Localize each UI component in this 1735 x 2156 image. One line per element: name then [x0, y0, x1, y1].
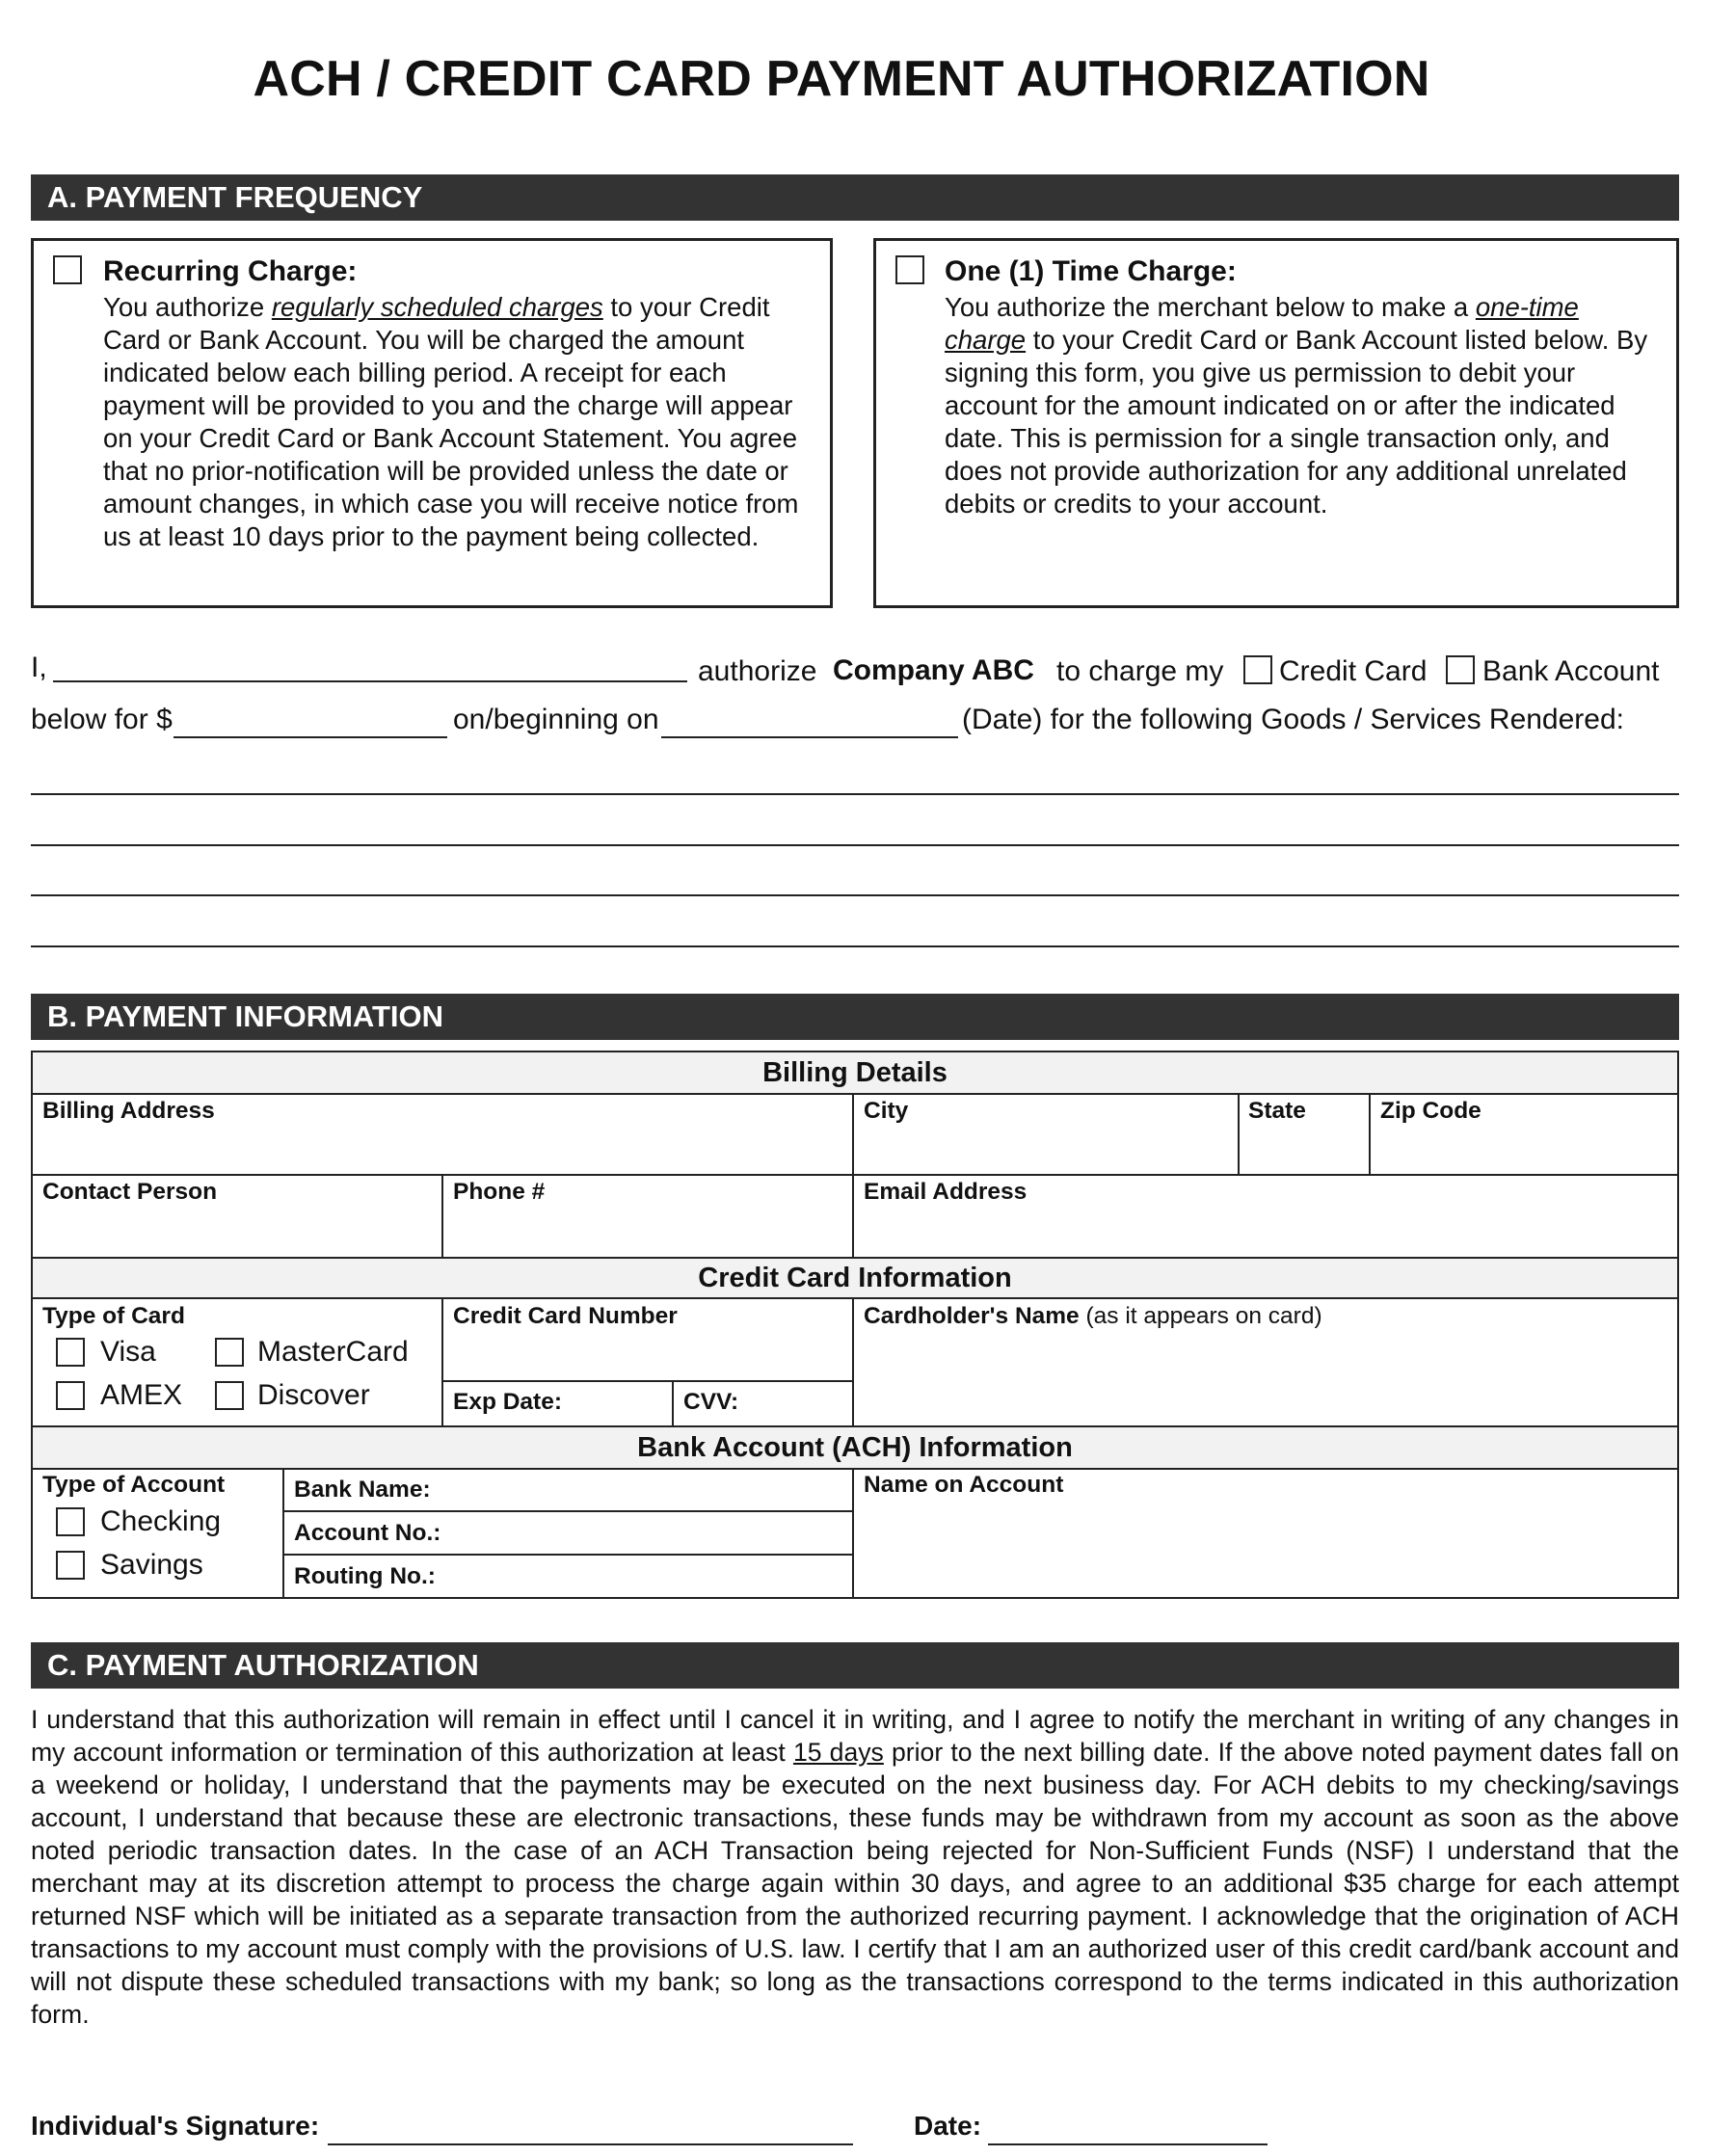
discover-checkbox[interactable] [215, 1381, 244, 1410]
section-c-header: C. PAYMENT AUTHORIZATION [31, 1642, 1679, 1689]
table-line [282, 1554, 854, 1556]
start-date-field[interactable] [661, 736, 958, 738]
phone-label: Phone # [453, 1179, 546, 1205]
checking-label: Checking [100, 1505, 222, 1537]
exp-date-field[interactable] [569, 1384, 667, 1423]
zip-code-label: Zip Code [1380, 1098, 1481, 1124]
signature-field[interactable] [328, 2143, 853, 2145]
auth-i-label: I, [31, 652, 47, 683]
auth-to-charge-text: to charge my [1056, 655, 1224, 687]
type-of-account-label: Type of Account [42, 1472, 226, 1498]
date-goods-label: (Date) for the following Goods / Services Rendered: [962, 704, 1624, 735]
name-on-account-field[interactable] [856, 1504, 1675, 1595]
signature-date-field[interactable] [988, 2143, 1268, 2145]
billing-address-label: Billing Address [42, 1098, 215, 1124]
savings-label: Savings [100, 1549, 203, 1581]
account-no-field[interactable] [463, 1514, 848, 1551]
account-no-label: Account No.: [294, 1520, 441, 1546]
table-line [31, 1174, 1679, 1176]
state-label: State [1248, 1098, 1306, 1124]
cc-number-label: Credit Card Number [453, 1303, 678, 1329]
amex-checkbox[interactable] [56, 1381, 85, 1410]
cvv-label: CVV: [683, 1389, 739, 1415]
table-line [282, 1510, 854, 1512]
table-line [441, 1297, 443, 1425]
goods-services-line-3[interactable] [31, 894, 1679, 896]
auth-authorize-text: authorize [698, 655, 817, 687]
contact-person-field[interactable] [35, 1211, 438, 1253]
section-a-header: A. PAYMENT FREQUENCY [31, 174, 1679, 221]
table-line [31, 1468, 1679, 1470]
section-b-header: B. PAYMENT INFORMATION [31, 994, 1679, 1040]
credit-card-info-header: Credit Card Information [33, 1259, 1677, 1297]
on-beginning-label: on/beginning on [453, 704, 659, 735]
credit-card-checkbox[interactable] [1243, 655, 1272, 684]
ach-info-header: Bank Account (ACH) Information [33, 1427, 1677, 1468]
visa-checkbox[interactable] [56, 1338, 85, 1367]
cvv-field[interactable] [742, 1384, 848, 1423]
mastercard-checkbox[interactable] [215, 1338, 244, 1367]
table-line [31, 1425, 1679, 1427]
recurring-charge-checkbox[interactable] [53, 255, 82, 284]
authorizer-name-field[interactable] [53, 680, 687, 682]
table-line [282, 1468, 284, 1599]
recurring-charge-text: You authorize regularly scheduled charges to your Credit Card or Bank Account. You will be charged the amount indicated below each billing period. A receipt for each payment will be provided to you and the charge will appear on your Credit Card or Bank Account Statement. You agree that no prior-notification will be provided unless the date or amount changes, in which case you will receive notice from us at least 10 days prior to the payment being collected. [103, 292, 799, 551]
exp-date-label: Exp Date: [453, 1389, 563, 1415]
table-line [441, 1174, 443, 1259]
company-name: Company ABC [833, 654, 1034, 686]
goods-services-line-1[interactable] [31, 793, 1679, 795]
goods-services-line-2[interactable] [31, 844, 1679, 846]
table-line [442, 1380, 854, 1382]
routing-no-field[interactable] [463, 1557, 848, 1594]
checking-checkbox[interactable] [56, 1507, 85, 1536]
bank-name-field[interactable] [443, 1472, 848, 1508]
name-on-account-label: Name on Account [864, 1472, 1064, 1498]
email-label: Email Address [864, 1179, 1028, 1205]
bank-name-label: Bank Name: [294, 1477, 431, 1503]
routing-no-label: Routing No.: [294, 1563, 436, 1589]
authorization-terms-text: I understand that this authorization will remain in effect until I cancel it in writing, and I agree to notify the merchant in writing of any changes in my account information or termination of this authorization at least 15 days prior to the next billing date. If the above noted payment dates fall on a weekend or holiday, I understand that the payments may be executed on the next business day. For ACH debits to my checking/savings account, I understand that because these are electronic transactions, these funds may be withdrawn from my account as soon as the above noted periodic transaction dates. In the case of an ACH Transaction being rejected for Non-Sufficient Funds (NSF) I understand that the merchant may at its discretion attempt to process the charge again within 30 days, and agree to an additional $35 charge for each attempt returned NSF which will be initiated as a separate transaction from the authorized recurring payment. I acknowledge that the origination of ACH transactions to my account must comply with the provisions of U.S. law. I certify that I am an authorized user of this credit card/bank account and will not dispute these scheduled transactions with my bank; so long as the transactions correspond to the terms indicated in this authorization form. [31, 1705, 1679, 2029]
table-line [672, 1380, 674, 1425]
page-title: ACH / CREDIT CARD PAYMENT AUTHORIZATION [253, 51, 1430, 107]
cardholder-name-field[interactable] [856, 1334, 1675, 1423]
type-of-card-label: Type of Card [42, 1303, 185, 1329]
visa-label: Visa [100, 1336, 156, 1368]
zip-code-field[interactable] [1373, 1130, 1675, 1170]
credit-card-label: Credit Card [1279, 655, 1428, 687]
state-field[interactable] [1241, 1130, 1365, 1170]
discover-label: Discover [257, 1379, 370, 1411]
table-line [31, 1297, 1679, 1299]
mastercard-label: MasterCard [257, 1336, 409, 1368]
bank-account-checkbox[interactable] [1446, 655, 1475, 684]
amount-field[interactable] [174, 736, 447, 738]
bank-account-label: Bank Account [1482, 655, 1660, 687]
one-time-charge-checkbox[interactable] [895, 255, 924, 284]
recurring-charge-title: Recurring Charge: [103, 255, 358, 287]
billing-address-field[interactable] [35, 1130, 848, 1170]
table-line [852, 1093, 854, 1259]
savings-checkbox[interactable] [56, 1551, 85, 1580]
billing-details-header: Billing Details [33, 1052, 1677, 1093]
below-for-label: below for $ [31, 704, 173, 735]
city-field[interactable] [856, 1130, 1234, 1170]
cc-number-field[interactable] [445, 1334, 848, 1376]
amex-label: AMEX [100, 1379, 183, 1411]
one-time-charge-text: You authorize the merchant below to make a one-time charge to your Credit Card or Bank Account listed below. By signing this form, you give us permission to debit your account for the amount indicated on or after the indicated date. This is permission for a single transaction only, and does not provide authorization for any additional unrelated debits or credits to your account. [945, 292, 1648, 519]
table-line [1238, 1093, 1240, 1174]
city-label: City [864, 1098, 909, 1124]
table-line [852, 1468, 854, 1599]
signature-label: Individual's Signature: [31, 2111, 320, 2141]
table-line [852, 1297, 854, 1425]
table-line [1369, 1093, 1371, 1174]
cardholder-name-label: Cardholder's Name (as it appears on card) [864, 1303, 1322, 1329]
email-field[interactable] [856, 1211, 1675, 1253]
phone-field[interactable] [445, 1211, 848, 1253]
one-time-charge-title: One (1) Time Charge: [945, 255, 1237, 287]
date-label: Date: [914, 2111, 982, 2141]
contact-person-label: Contact Person [42, 1179, 218, 1205]
table-line [31, 1093, 1679, 1095]
table-line [31, 1257, 1679, 1259]
goods-services-line-4[interactable] [31, 945, 1679, 947]
